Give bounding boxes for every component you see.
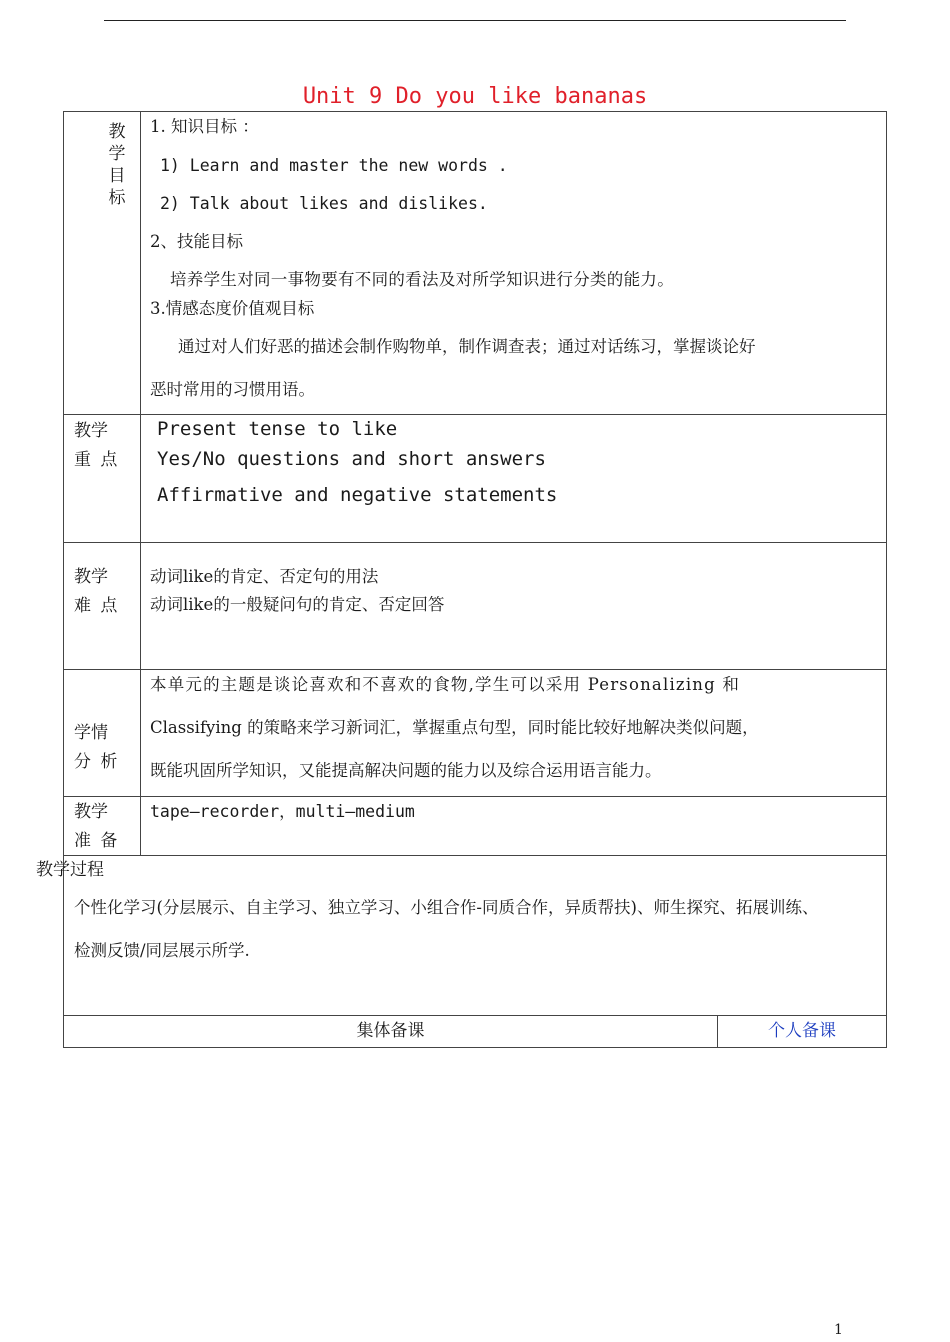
preparation-text: tape—recorder，multi—medium <box>150 802 415 821</box>
analysis-text: 既能巩固所学知识，又能提高解决问题的能力以及综合运用语言能力。 <box>150 761 662 780</box>
process-text: 检测反馈/同层展示所学. <box>74 941 250 960</box>
objectives-label: 教学目标 <box>108 122 126 208</box>
row-divider <box>63 414 887 415</box>
difficulties-label: 教学 <box>74 567 108 587</box>
difficulties-label: 难 点 <box>74 596 120 616</box>
column-divider <box>140 111 141 856</box>
difficulty-item: 动词like的一般疑问句的肯定、否定回答 <box>150 595 445 614</box>
knowledge-item: 1) Learn and master the new words . <box>160 156 508 175</box>
collective-prep-cell: 集体备课 <box>356 1021 425 1041</box>
analysis-text: 本单元的主题是谈论喜欢和不喜欢的食物,学生可以采用 Personalizing 和 <box>150 675 741 694</box>
knowledge-item: 2) Talk about likes and dislikes. <box>160 194 488 213</box>
emotion-text: 恶时常用的习惯用语。 <box>150 380 315 399</box>
knowledge-heading: 1. 知识目标 ： <box>150 117 259 136</box>
row-divider <box>63 542 887 543</box>
preparation-label: 准 备 <box>74 831 120 851</box>
key-point-item: Yes/No questions and short answers <box>157 448 546 470</box>
personal-prep-cell: 个人备课 <box>768 1021 836 1041</box>
key-point-item: Present tense to like <box>157 418 398 440</box>
header-rule <box>104 20 846 21</box>
skill-heading: 2、技能目标 <box>150 232 243 251</box>
key-point-item: Affirmative and negative statements <box>157 484 558 506</box>
process-label: 教学过程 <box>36 860 104 880</box>
analysis-label: 学情 <box>74 723 108 743</box>
process-text: 个性化学习(分层展示、自主学习、独立学习、小组合作-同质合作，异质帮扶)、师生探究、拓展训练、 <box>74 898 819 917</box>
key-points-label: 教学 <box>74 421 108 441</box>
analysis-label: 分 析 <box>74 752 120 772</box>
row-divider <box>63 855 887 856</box>
emotion-text: 通过对人们好恶的描述会制作购物单，制作调查表；通过对话练习，掌握谈论好 <box>178 337 756 356</box>
page-number: 1 <box>834 1322 843 1338</box>
analysis-text: Classifying 的策略来学习新词汇，掌握重点句型，同时能比较好地解决类似问题， <box>150 718 759 737</box>
row-divider <box>63 796 887 797</box>
difficulty-item: 动词like的肯定、否定句的用法 <box>150 567 379 586</box>
page-title: Unit 9 Do you like bananas <box>302 84 648 109</box>
preparation-label: 教学 <box>74 802 108 822</box>
row-divider <box>63 669 887 670</box>
skill-text: 培养学生对同一事物要有不同的看法及对所学知识进行分类的能力。 <box>170 270 674 289</box>
key-points-label: 重 点 <box>74 450 120 470</box>
emotion-heading: 3.情感态度价值观目标 <box>150 299 315 318</box>
